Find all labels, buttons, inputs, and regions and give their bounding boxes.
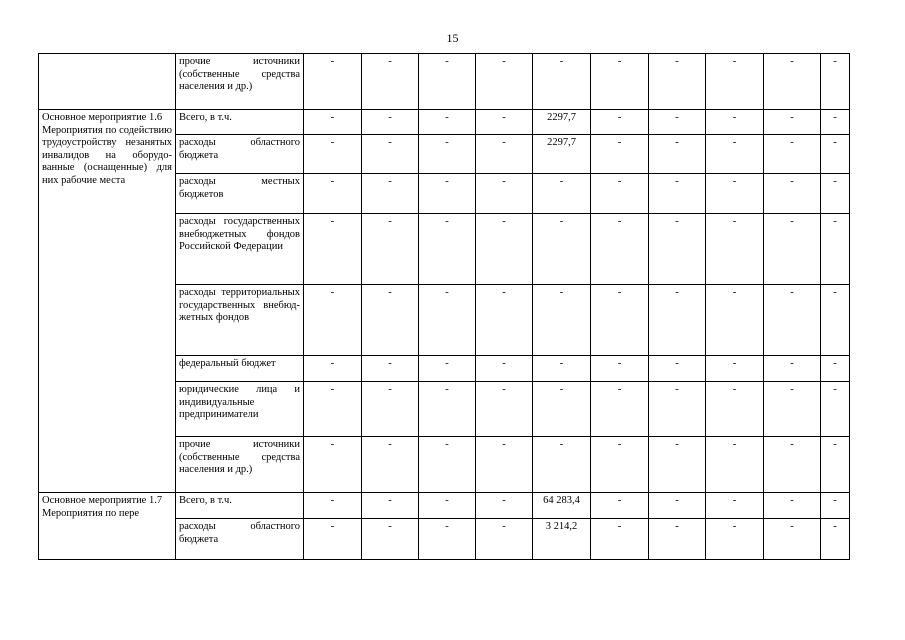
value-cell: - [706,285,764,356]
value-cell: - [591,135,649,174]
value-cell: - [821,493,850,519]
source-cell: расходы областного бюджета [176,135,304,174]
source-cell: юридические лица и индивидуальные предприниматели [176,382,304,437]
value-cell: - [649,54,706,110]
source-cell: прочие источники (собственные средства населения и др.) [176,54,304,110]
value-cell: - [764,110,821,135]
value-cell: - [649,214,706,285]
value-cell: - [476,437,533,493]
value-cell: - [591,519,649,560]
value-cell: - [591,285,649,356]
value-cell: - [304,493,362,519]
value-cell: - [821,135,850,174]
value-cell: - [533,214,591,285]
value-cell: - [476,54,533,110]
value-cell: - [764,285,821,356]
source-cell: прочие источники (собственные средства населения и др.) [176,437,304,493]
value-cell: - [706,174,764,214]
value-cell: - [821,356,850,382]
value-cell: - [764,519,821,560]
value-cell: 64 283,4 [533,493,591,519]
value-cell: - [649,493,706,519]
value-cell: - [591,437,649,493]
value-cell: - [591,382,649,437]
value-cell: - [706,382,764,437]
value-cell: - [533,356,591,382]
table-row [39,54,850,110]
value-cell: - [706,493,764,519]
value-cell: - [476,214,533,285]
value-cell: - [764,174,821,214]
value-cell: - [476,382,533,437]
value-cell: - [591,174,649,214]
value-cell: - [476,110,533,135]
value-cell: - [821,519,850,560]
value-cell: - [304,519,362,560]
value-cell: - [706,135,764,174]
value-cell: - [304,214,362,285]
value-cell: - [304,356,362,382]
budget-table [38,53,850,560]
value-cell: - [706,356,764,382]
value-cell: - [362,437,419,493]
value-cell: - [304,382,362,437]
value-cell: - [362,493,419,519]
value-cell: - [821,285,850,356]
page-number: 15 [446,31,459,45]
value-cell: - [419,382,476,437]
value-cell: 2297,7 [533,110,591,135]
value-cell: - [821,174,850,214]
value-cell: - [764,356,821,382]
value-cell: - [821,214,850,285]
value-cell: 2297,7 [533,135,591,174]
value-cell: - [649,110,706,135]
value-cell: - [533,54,591,110]
value-cell: - [649,285,706,356]
value-cell: - [362,519,419,560]
source-cell: Всего, в т.ч. [176,110,304,135]
value-cell: - [476,356,533,382]
source-cell: расходы территориальных государственных внебюджетных фондов [176,285,304,356]
value-cell: - [821,54,850,110]
source-cell: расходы государственных внебюджетных фондов Российской Федерации [176,214,304,285]
value-cell: - [476,135,533,174]
value-cell: - [591,493,649,519]
value-cell: - [362,285,419,356]
value-cell: - [419,110,476,135]
value-cell: - [764,493,821,519]
value-cell: - [764,135,821,174]
table-row [39,110,850,135]
table-row [39,493,850,519]
source-cell: расходы областного бюджета [176,519,304,560]
value-cell: - [419,493,476,519]
value-cell: - [362,174,419,214]
value-cell: - [821,110,850,135]
value-cell: - [706,54,764,110]
value-cell: - [362,356,419,382]
activity-cell: Основное мероприятие 1.7 Мероприятия по пере [39,493,176,560]
value-cell: - [419,135,476,174]
value-cell: - [649,174,706,214]
value-cell: - [533,174,591,214]
value-cell: - [821,382,850,437]
source-cell: расходы местных бюджетов [176,174,304,214]
value-cell: - [304,54,362,110]
value-cell: - [533,285,591,356]
value-cell: - [706,214,764,285]
value-cell: - [419,214,476,285]
value-cell: - [591,54,649,110]
value-cell: - [591,356,649,382]
value-cell: - [362,110,419,135]
value-cell: - [419,54,476,110]
value-cell: - [362,135,419,174]
source-cell: Всего, в т.ч. [176,493,304,519]
value-cell: - [476,285,533,356]
value-cell: - [764,214,821,285]
value-cell: - [362,382,419,437]
value-cell: - [419,285,476,356]
value-cell: - [533,382,591,437]
value-cell: 3 214,2 [533,519,591,560]
value-cell: - [533,437,591,493]
value-cell: - [706,110,764,135]
value-cell: - [304,135,362,174]
activity-cell: Основное мероприятие 1.6 Мероприятия по содействию трудоустройству незанятых инвалидов на оборудованные (оснащенные) для них рабочие места [39,110,176,493]
value-cell: - [764,437,821,493]
value-cell: - [304,285,362,356]
value-cell: - [419,356,476,382]
value-cell: - [649,135,706,174]
value-cell: - [821,437,850,493]
value-cell: - [419,519,476,560]
activity-cell [39,54,176,110]
value-cell: - [706,519,764,560]
value-cell: - [649,382,706,437]
value-cell: - [649,519,706,560]
value-cell: - [304,437,362,493]
value-cell: - [476,519,533,560]
source-cell: федеральный бюджет [176,356,304,382]
value-cell: - [649,356,706,382]
value-cell: - [419,437,476,493]
value-cell: - [706,437,764,493]
value-cell: - [419,174,476,214]
value-cell: - [476,493,533,519]
value-cell: - [649,437,706,493]
value-cell: - [591,110,649,135]
value-cell: - [591,214,649,285]
value-cell: - [476,174,533,214]
value-cell: - [764,382,821,437]
value-cell: - [362,214,419,285]
value-cell: - [304,174,362,214]
value-cell: - [764,54,821,110]
value-cell: - [362,54,419,110]
value-cell: - [304,110,362,135]
